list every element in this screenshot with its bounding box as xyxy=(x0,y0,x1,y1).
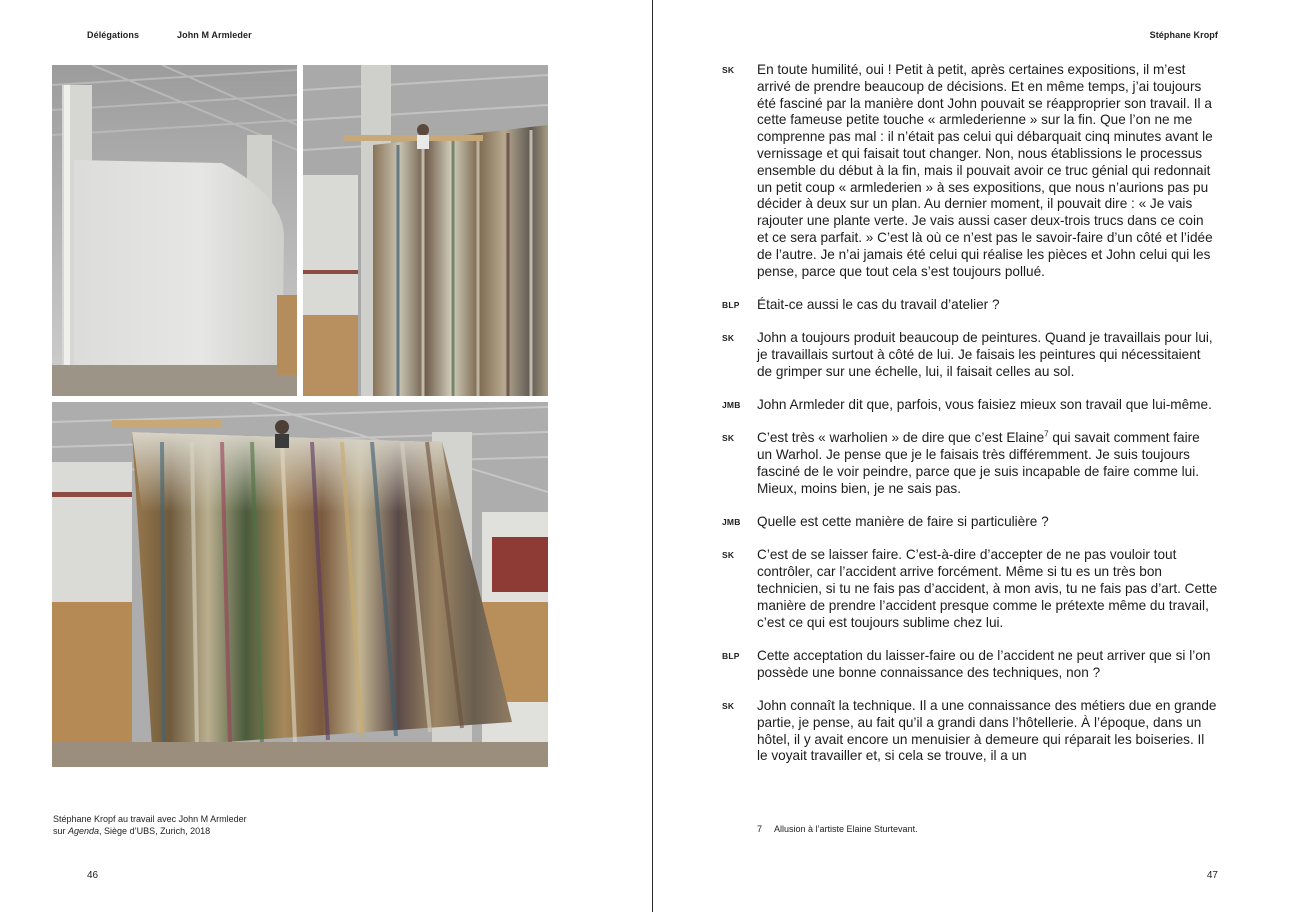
dialogue-turn xyxy=(722,62,1218,280)
dialogue-turn xyxy=(722,698,1218,765)
turn-text: Cette acceptation du laisser-faire ou de l’accident ne peut arriver que si l’on possède une bonne connaissance des techniques, non ? xyxy=(757,647,1211,680)
running-head-author: Stéphane Kropf xyxy=(1149,30,1218,40)
photo-caption xyxy=(53,813,247,837)
dialogue-turn xyxy=(722,547,1218,631)
turn-text: Était-ce aussi le cas du travail d’atelier ? xyxy=(757,296,1000,312)
speaker-tag: BLP xyxy=(722,650,740,661)
speaker-tag: JMB xyxy=(722,517,741,528)
turn-text: En toute humilité, oui ! Petit à petit, après certaines expositions, il m’est arrivé de prendre beaucoup de décisions. Et en même temps, j’ai toujours été fasciné par la manière dont John pouvait se réapproprier son travail. Il a cette fameuse petite touche « armlederienne » sur la fin. Que l’on ne me comprenne pas mal : il n’était pas celui qui débarquait cinq minutes avant le vernissage et qui faisait tout changer. Non, nous établissions le processus ensemble du début à la fin, mais il pouvait avoir ce truc génial qui redonnait un petit coup « armlederien » à ses expositions, que nous n’aurions pas pu décider à deux sur un plan. Au dernier moment, il pouvait dire : « Je vais rajouter une plante verte. Je vais aussi caser deux-trois trucs dans ce coin et ce sera parfait. » C’est là où ce n’est pas le savoir-faire d’un côté et l’idée de l’autre. Je n’ai jamais été celui qui réalise les pièces et John celui qui les pense, parce que tout cela s’est toujours pollué. xyxy=(757,62,1213,279)
caption-work-title: Agenda xyxy=(68,826,100,836)
turn-text: John Armleder dit que, parfois, vous faisiez mieux son travail que lui-même. xyxy=(757,397,1212,413)
footnote-text: Allusion à l’artiste Elaine Sturtevant. xyxy=(774,824,918,834)
photo-painted-panel-ladder xyxy=(303,65,548,396)
speaker-tag: JMB xyxy=(722,400,741,411)
running-head-section: Délégations xyxy=(87,30,140,40)
dialogue-turn xyxy=(722,297,1218,314)
dialogue-turn xyxy=(722,514,1218,531)
photo-large-painted-panel xyxy=(52,402,548,767)
photo-blank-panel xyxy=(52,65,297,396)
speaker-tag: SK xyxy=(722,65,735,75)
turn-text: C’est de se laisser faire. C’est-à-dire d’accepter de ne pas vouloir tout contrôler, car l’accident arrive forcément. Même si tu es un très bon technicien, si tu ne fais pas d’accident, à mon avis, tu ne fais pas d’art. Cette manière de prendre l’accident presque comme le prétexte même du travail, c’est ce qui est toujours sublime chez lui. xyxy=(757,547,1218,630)
footnote-reference: 7 xyxy=(1044,429,1049,439)
turn-text: John connaît la technique. Il a une connaissance des métiers due en grande partie, je pense, au fait qu’il a grandi dans l’hôtellerie. À l’époque, dans un hôtel, il y avait encore un menuisier à demeure qui réparait les boiseries. Il le voyait travailler et, si cela se trouve, il a un xyxy=(757,697,1217,764)
dialogue-turn xyxy=(722,430,1218,497)
turn-text: John a toujours produit beaucoup de peintures. Quand je travaillais pour lui, je travaillais surtout à côté de lui. Je faisais les peintures qui nécessitaient de grimper sur une échelle, lui, il faisait celles au sol. xyxy=(757,330,1213,379)
caption-line-1: Stéphane Kropf au travail avec John M Armleder xyxy=(53,814,247,824)
turn-text: Quelle est cette manière de faire si particulière ? xyxy=(757,514,1049,530)
dialogue-turn xyxy=(722,397,1218,414)
dialogue-turn xyxy=(722,648,1218,682)
footnote-number: 7 xyxy=(757,824,763,834)
turn-text: C’est très « warholien » de dire que c’est Elaine$^7$ qui savait comment faire un Warhol. Je pense que je le faisais très différemment. Je suis toujours fasciné de le voir peindre, parce que je suis incapable de faire comme lui. Mieux, moins bien, je ne sais pas. xyxy=(757,429,1200,496)
running-head-artist: John M Armleder xyxy=(177,30,252,40)
page-number-right: 47 xyxy=(1206,870,1218,881)
page-number-left: 46 xyxy=(87,870,99,881)
speaker-tag: SK xyxy=(722,700,735,711)
dialogue-turn xyxy=(722,330,1218,380)
page-gutter-divider xyxy=(652,0,653,912)
interview-dialogue xyxy=(722,62,1218,782)
speaker-tag: SK xyxy=(722,550,735,561)
footnote xyxy=(757,824,918,834)
speaker-tag: SK xyxy=(722,433,735,444)
speaker-tag: SK xyxy=(722,333,735,344)
caption-line-2: sur Agenda, Siège d’UBS, Zurich, 2018 xyxy=(53,826,211,836)
speaker-tag: BLP xyxy=(722,299,740,310)
